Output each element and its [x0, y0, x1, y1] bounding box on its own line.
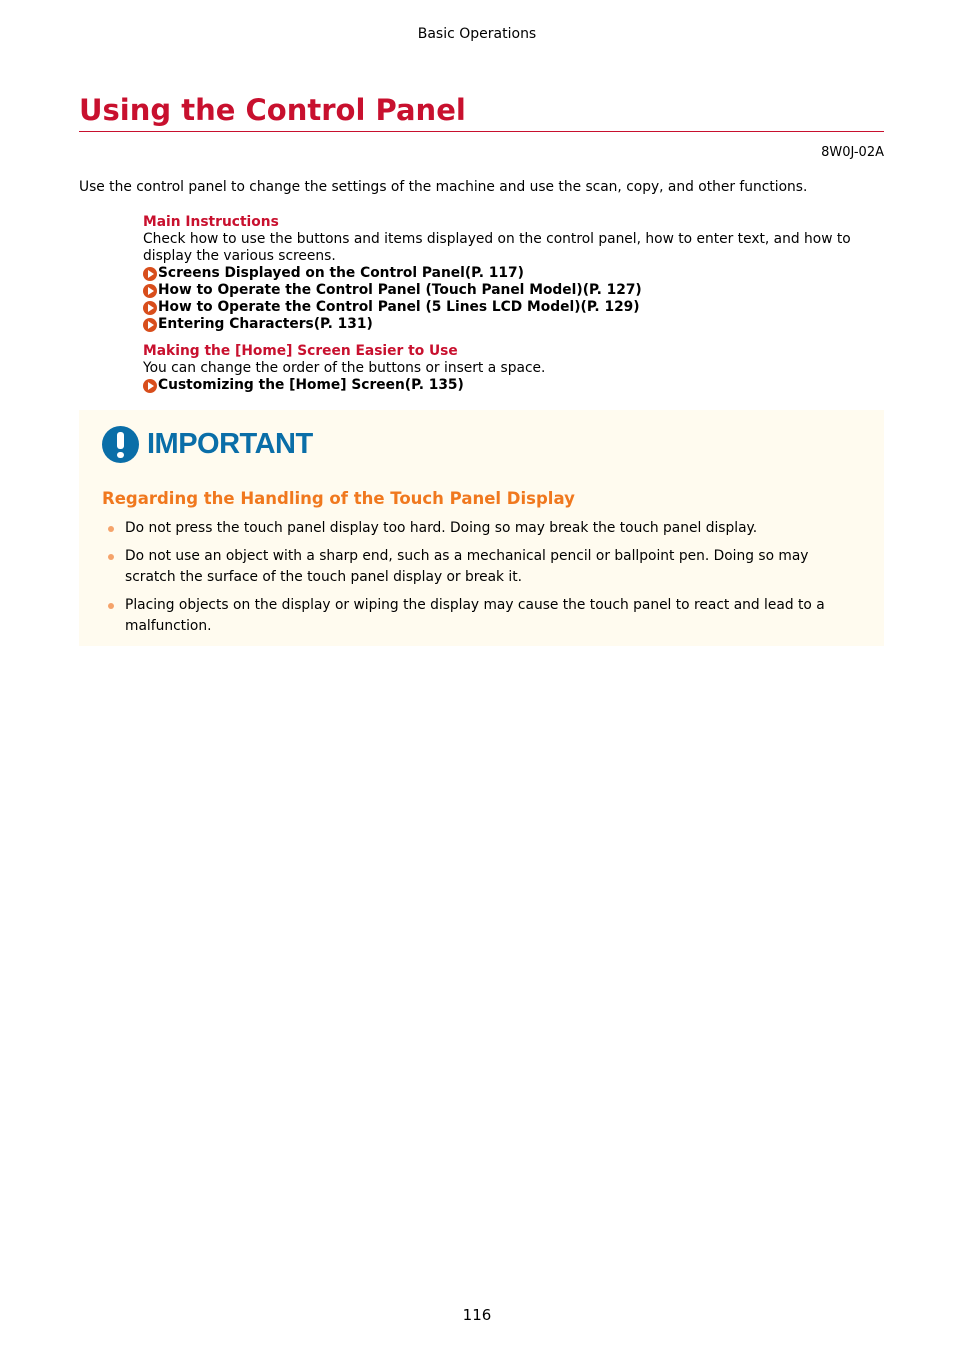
important-bullet-list	[102, 518, 847, 644]
link-customizing-home[interactable]	[143, 377, 885, 394]
section-heading: Main Instructions	[143, 214, 279, 230]
bullet-dot-icon	[108, 603, 114, 609]
link-text: Customizing the [Home] Screen(P. 135)	[158, 377, 464, 393]
link-operate-touch-panel[interactable]	[143, 282, 885, 299]
link-text: Screens Displayed on the Control Panel(P. 117)	[158, 265, 524, 281]
section-heading: Making the [Home] Screen Easier to Use	[143, 343, 458, 359]
arrow-circle-icon	[143, 267, 157, 281]
link-entering-characters[interactable]	[143, 316, 885, 333]
arrow-circle-icon	[143, 318, 157, 332]
list-item: Placing objects on the display or wiping the display may cause the touch panel to react and lead to a malfunction.	[102, 595, 847, 637]
section-home-screen	[143, 343, 885, 394]
document-id: 8W0J-02A	[821, 145, 884, 160]
bullet-dot-icon	[108, 526, 114, 532]
bullet-dot-icon	[108, 554, 114, 560]
link-text: Entering Characters(P. 131)	[158, 316, 373, 332]
link-operate-lcd-model[interactable]	[143, 299, 885, 316]
arrow-circle-icon	[143, 301, 157, 315]
list-item: Do not press the touch panel display too hard. Doing so may break the touch panel display.	[102, 518, 847, 539]
important-label: IMPORTANT	[147, 428, 313, 460]
arrow-circle-icon	[143, 284, 157, 298]
important-header	[102, 426, 313, 463]
arrow-circle-icon	[143, 379, 157, 393]
exclamation-circle-icon	[102, 426, 139, 463]
running-header: Basic Operations	[417, 26, 537, 42]
important-subheading: Regarding the Handling of the Touch Panel Display	[102, 489, 575, 508]
section-main-instructions	[143, 214, 885, 333]
page-number: 116	[462, 1306, 492, 1324]
page-title: Using the Control Panel	[79, 93, 884, 132]
list-item: Do not use an object with a sharp end, such as a mechanical pencil or ballpoint pen. Doing so may scratch the surface of the touch panel display or break it.	[102, 546, 847, 588]
important-notice	[79, 410, 884, 646]
link-screens-displayed[interactable]	[143, 265, 885, 282]
section-description: You can change the order of the buttons or insert a space.	[143, 360, 546, 376]
link-text: How to Operate the Control Panel (5 Lines LCD Model)(P. 129)	[158, 299, 640, 315]
link-text: How to Operate the Control Panel (Touch Panel Model)(P. 127)	[158, 282, 642, 298]
intro-text: Use the control panel to change the settings of the machine and use the scan, copy, and other functions.	[79, 179, 808, 195]
section-description: Check how to use the buttons and items displayed on the control panel, how to enter text, and how to display the various screens.	[143, 231, 851, 264]
